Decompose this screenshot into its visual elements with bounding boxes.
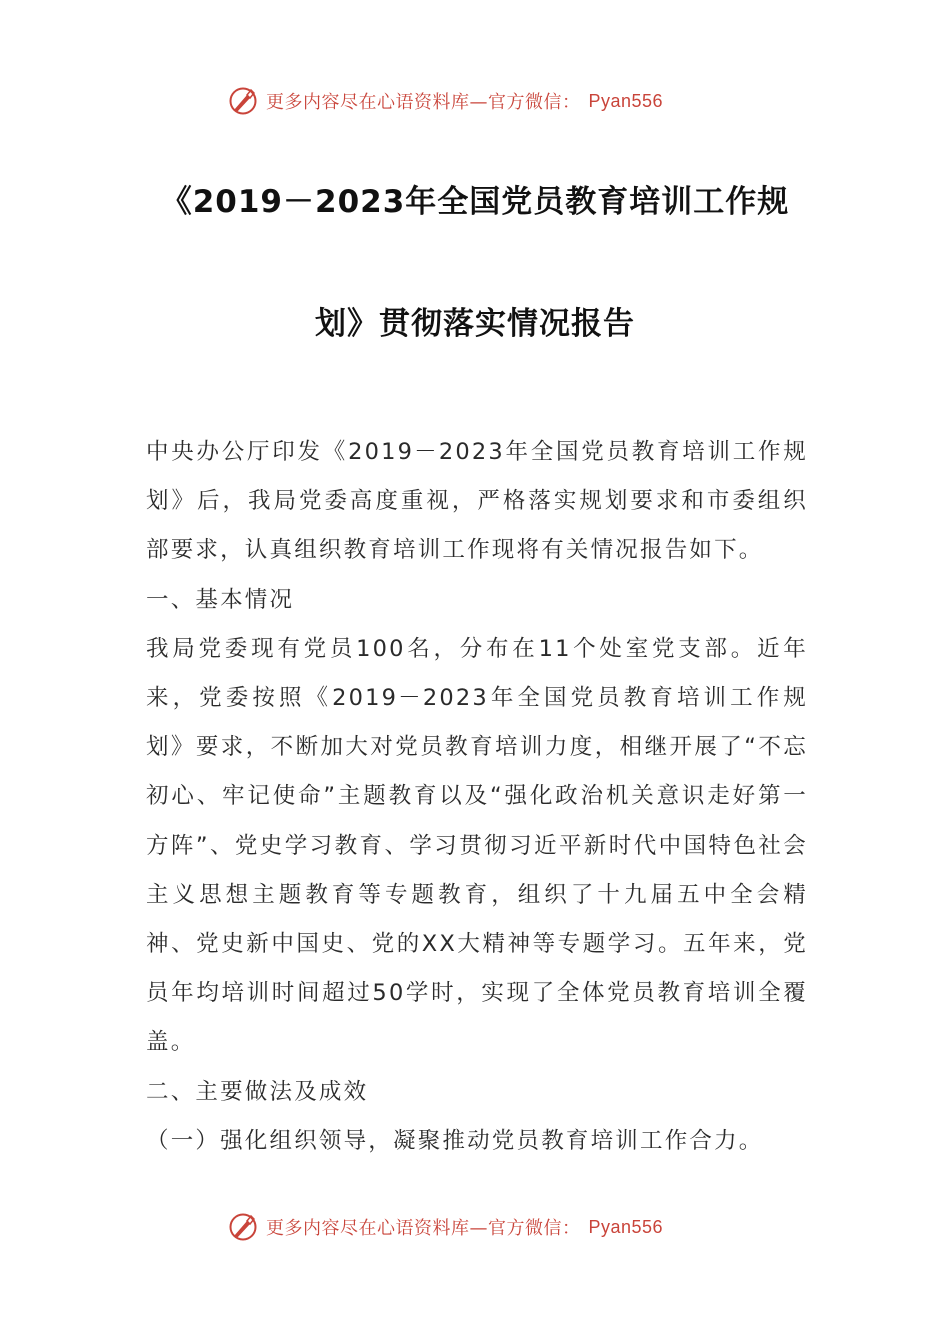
watermark-text: 更多内容尽在心语资料库—官方微信：: [266, 1218, 581, 1239]
document-title-line-1: 《2019－2023年全国党员教育培训工作规: [160, 184, 790, 220]
footer-watermark: [228, 1212, 663, 1242]
watermark-text: 更多内容尽在心语资料库—官方微信：: [266, 92, 581, 113]
section-heading-basic-situation: 一、基本情况: [146, 586, 295, 613]
pen-circle-logo-icon: [228, 86, 258, 116]
header-watermark: [228, 86, 663, 116]
document-body: [146, 428, 808, 1166]
document-title-line-2: 划》贯彻落实情况报告: [315, 306, 635, 342]
paragraph-intro: 中央办公厅印发《2019－2023年全国党员教育培训工作规划》后，我局党委高度重视，严格落实规划要求和市委组织部要求，认真组织教育培训工作现将有关情况报告如下。: [146, 439, 808, 564]
pen-circle-logo-icon: [228, 1212, 258, 1242]
watermark-wechat-id: Pyan556: [588, 1216, 664, 1237]
paragraph-basic-situation: 我局党委现有党员100名，分布在11个处室党支部。近年来，党委按照《2019－2023年全国党员教育培训工作规划》要求，不断加大对党员教育培训力度，相继开展了“不忘初心、牢记使命”主题教育以及“强化政治机关意识走好第一方阵”、党史学习教育、学习贯彻习近平新时代中国特色社会主义思想主题教育等专题教育，组织了十九届五中全会精神、党史新中国史、党的XX大精神等专题学习。五年来，党员年均培训时间超过50学时，实现了全体党员教育培训全覆盖。: [146, 635, 808, 1056]
subsection-heading-1: （一）强化组织领导，凝聚推动党员教育培训工作合力。: [146, 1127, 764, 1154]
section-heading-main-practices: 二、主要做法及成效: [146, 1078, 369, 1105]
watermark-wechat-id: Pyan556: [588, 90, 664, 111]
